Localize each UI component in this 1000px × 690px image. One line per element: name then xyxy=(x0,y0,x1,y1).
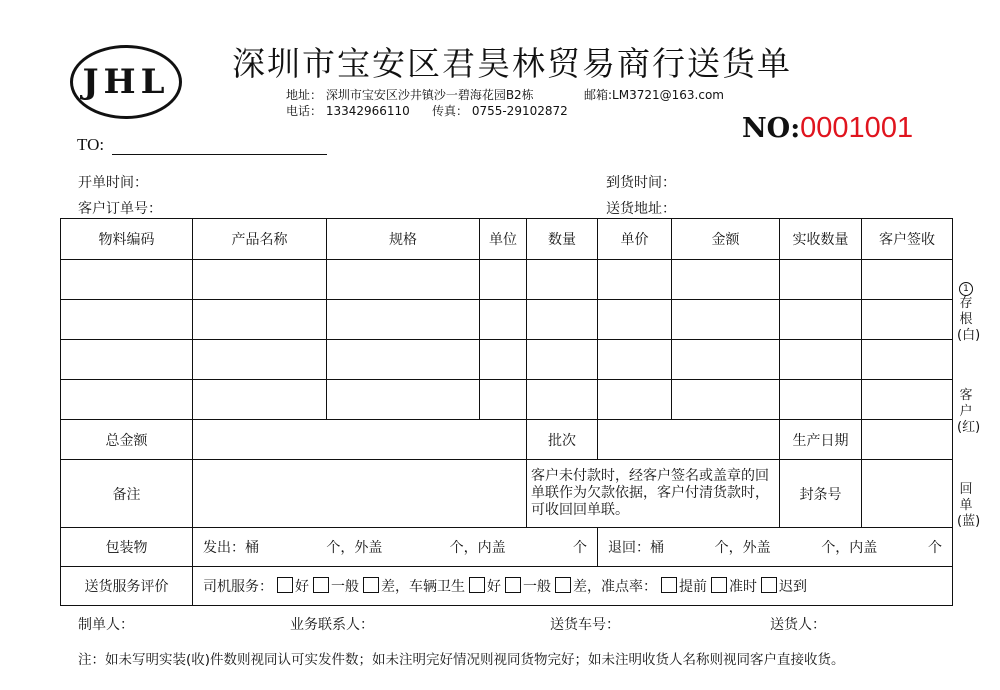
circled-one-icon: 1 xyxy=(959,282,973,296)
copy-stub-text: 存根(白) xyxy=(957,296,981,343)
col-header: 产品名称 xyxy=(193,219,327,260)
checkbox-late[interactable] xyxy=(761,577,777,593)
col-header: 实收数量 xyxy=(780,219,862,260)
deliverer-label: 送货人： xyxy=(770,617,826,633)
table-row[interactable] xyxy=(61,340,953,380)
unpaid-note: 客户未付款时，经客户签名或盖章的回单联作为欠款依据，客户付清货款时，可收回回单联。 xyxy=(527,460,780,528)
service-row xyxy=(61,567,953,606)
pkg-out-unit: 个 xyxy=(572,540,587,556)
remark-label: 备注 xyxy=(61,460,193,528)
col-header: 单位 xyxy=(480,219,527,260)
option-label: 差，准点率： xyxy=(573,579,657,595)
col-header: 金额 xyxy=(672,219,780,260)
checkbox-driver-normal[interactable] xyxy=(313,577,329,593)
seal-label: 封条号 xyxy=(780,460,862,528)
company-phone: 电话： 13342966110 xyxy=(286,104,410,118)
service-label: 送货服务评价 xyxy=(61,567,193,606)
total-label: 总金额 xyxy=(61,420,193,460)
batch-value-cell[interactable] xyxy=(598,420,780,460)
service-rating-cell xyxy=(193,567,953,606)
pkg-ret-outer: 个，外盖 xyxy=(714,540,771,556)
maker-label: 制单人： xyxy=(78,617,134,633)
table-row[interactable] xyxy=(61,260,953,300)
total-row xyxy=(61,420,953,460)
driver-label: 司机服务： xyxy=(203,579,273,595)
footer-note: 注：如未写明实装(收)件数则视同认可实发件数；如未注明完好情况则视同货物完好；如未注明收货人名称则视同客户直接收货。 xyxy=(78,652,845,668)
col-header: 物料编码 xyxy=(61,219,193,260)
customer-po-label: 客户订单号： xyxy=(78,201,162,217)
col-header: 客户签收 xyxy=(862,219,953,260)
option-label: 好 xyxy=(487,579,501,595)
checkbox-driver-bad[interactable] xyxy=(363,577,379,593)
copy-label-stub xyxy=(957,280,981,344)
pkg-out-barrel: 发出：桶 xyxy=(203,540,259,556)
pkg-ret-barrel: 退回：桶 xyxy=(608,540,664,556)
col-header: 规格 xyxy=(327,219,480,260)
pkg-ret-unit: 个 xyxy=(927,540,942,556)
copy-customer-text: 客户(红) xyxy=(957,388,981,435)
number-value: 0001001 xyxy=(800,112,914,144)
form-title: 深圳市宝安区君昊林贸易商行送货单 xyxy=(232,44,792,83)
company-fax: 传真： 0755-29102872 xyxy=(432,104,568,118)
to-label: TO: xyxy=(77,135,105,154)
copy-receipt-text: 回单(蓝) xyxy=(957,482,981,529)
company-logo xyxy=(70,45,182,119)
pkg-out-inner: 个，内盖 xyxy=(449,540,506,556)
pkg-ret-inner: 个，内盖 xyxy=(821,540,878,556)
vehicle-label: 送货车号： xyxy=(550,617,620,633)
option-label: 一般 xyxy=(523,579,551,595)
batch-label: 批次 xyxy=(527,420,598,460)
option-label: 提前 xyxy=(679,579,707,595)
col-header: 数量 xyxy=(527,219,598,260)
table-header-row xyxy=(61,219,953,260)
form-number xyxy=(742,112,913,145)
arrival-time-label: 到货时间： xyxy=(606,175,676,191)
delivery-table xyxy=(60,218,953,606)
packaging-return-cell[interactable] xyxy=(598,528,953,567)
option-label: 迟到 xyxy=(779,579,807,595)
col-header: 单价 xyxy=(598,219,672,260)
checkbox-vehicle-bad[interactable] xyxy=(555,577,571,593)
checkbox-early[interactable] xyxy=(661,577,677,593)
logo-text: JHL xyxy=(82,62,170,102)
checkbox-ontime[interactable] xyxy=(711,577,727,593)
seal-value-cell[interactable] xyxy=(862,460,953,528)
checkbox-vehicle-good[interactable] xyxy=(469,577,485,593)
prod-date-label: 生产日期 xyxy=(780,420,862,460)
checkbox-vehicle-normal[interactable] xyxy=(505,577,521,593)
contact-label: 业务联系人： xyxy=(290,617,374,633)
option-label: 差，车辆卫生 xyxy=(381,579,465,595)
to-underline[interactable] xyxy=(112,154,327,155)
prod-date-value-cell[interactable] xyxy=(862,420,953,460)
checkbox-driver-good[interactable] xyxy=(277,577,293,593)
delivery-address-label: 送货地址： xyxy=(606,201,676,217)
packaging-row xyxy=(61,528,953,567)
number-label: NO: xyxy=(742,113,801,144)
company-email: 邮箱:LM3721@163.com xyxy=(584,88,724,102)
remark-row xyxy=(61,460,953,528)
remark-value-cell[interactable] xyxy=(193,460,527,528)
packaging-label: 包装物 xyxy=(61,528,193,567)
option-label: 好 xyxy=(295,579,309,595)
option-label: 一般 xyxy=(331,579,359,595)
packaging-out-cell[interactable] xyxy=(193,528,598,567)
order-time-label: 开单时间： xyxy=(78,175,148,191)
table-row[interactable] xyxy=(61,300,953,340)
pkg-out-outer: 个，外盖 xyxy=(326,540,383,556)
table-row[interactable] xyxy=(61,380,953,420)
option-label: 准时 xyxy=(729,579,757,595)
company-address: 地址： 深圳市宝安区沙井镇沙一碧海花园B2栋 xyxy=(286,88,534,102)
total-value-cell[interactable] xyxy=(193,420,527,460)
